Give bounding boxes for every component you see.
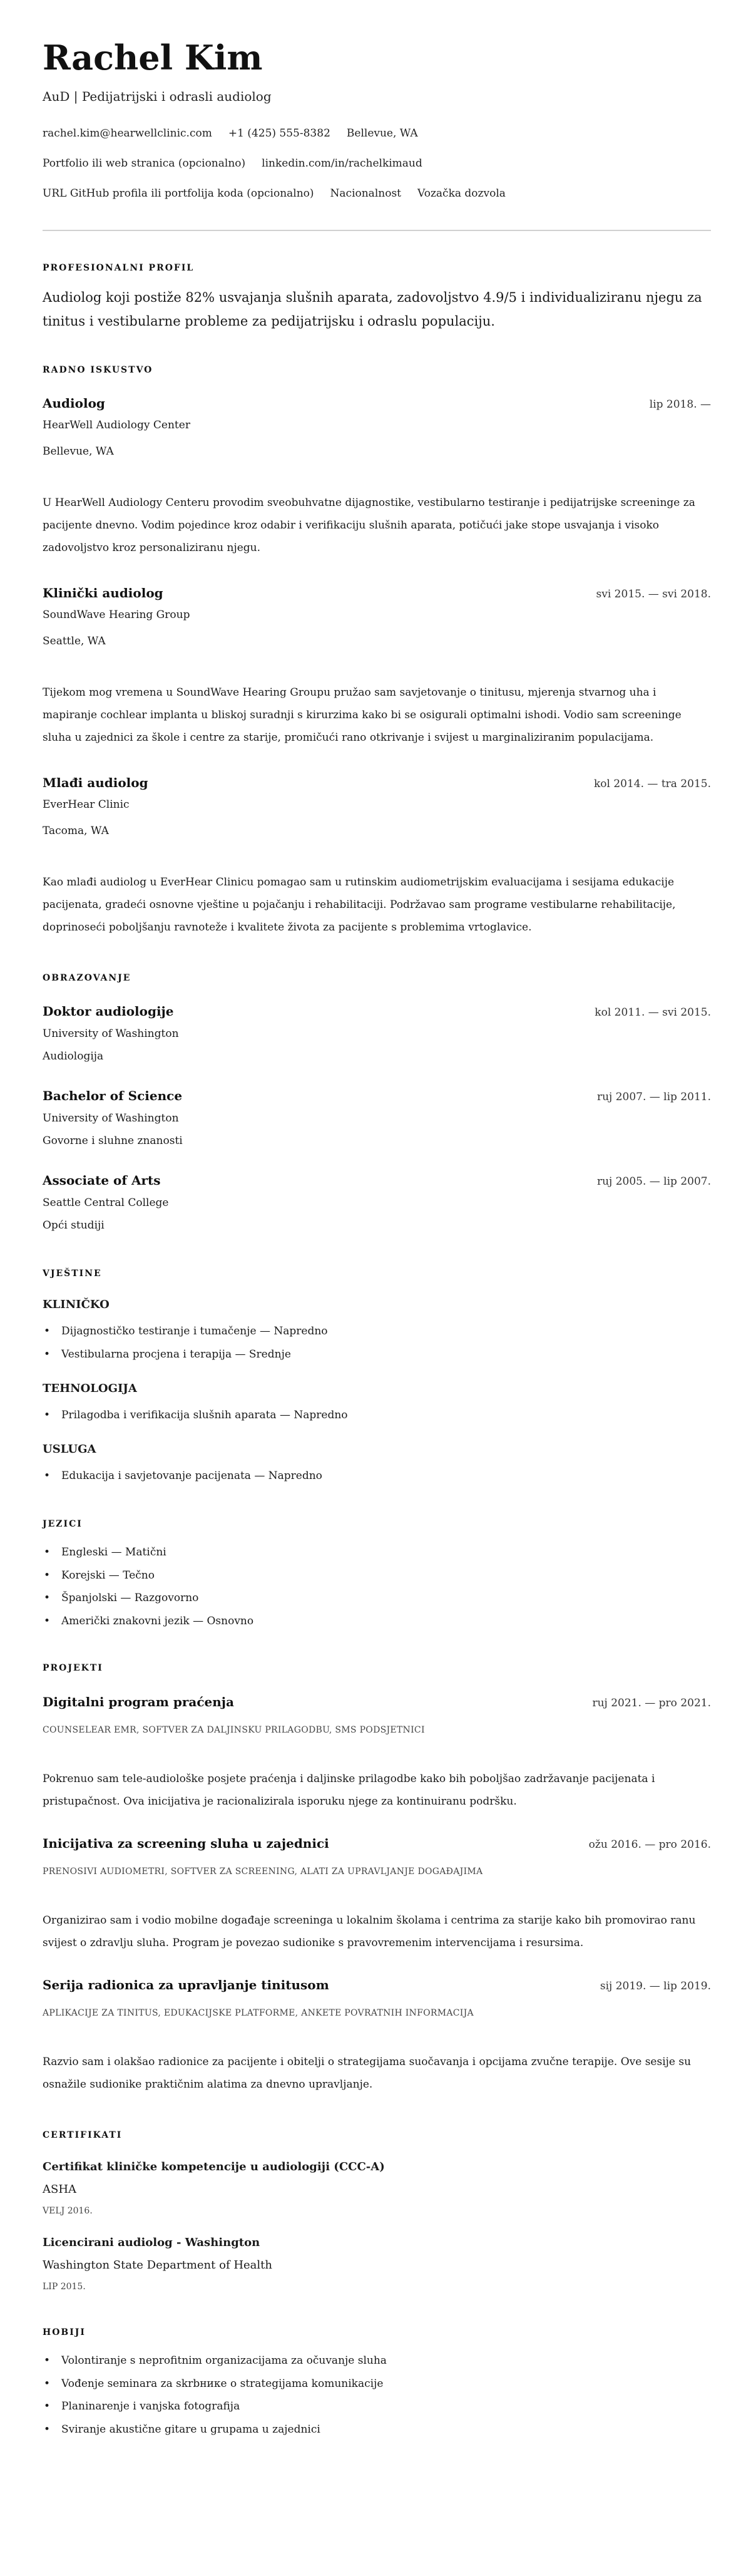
skill-item: • Prilagodba i verifikacija slušnih aparata — Napredno bbox=[43, 1404, 711, 1427]
certificate-name: Licencirani audiolog - Washington bbox=[43, 2236, 260, 2249]
contact-info bbox=[43, 118, 711, 209]
certificates-section bbox=[43, 2129, 711, 2293]
profile-section bbox=[43, 262, 711, 333]
profile-summary: Audiolog koji postiže 82% usvajanja slušnih aparata, zadovoljstvo 4.9/5 i individualiziranu njegu za tinitus i vestibularne probleme za pedijatrijsku i odraslu populaciju. bbox=[43, 290, 702, 329]
school: University of Washington bbox=[43, 1028, 179, 1040]
job-title: Mlađi audiolog bbox=[43, 775, 148, 790]
education-dates: ruj 2005. — lip 2007. bbox=[596, 1175, 711, 1188]
job-company: HearWell Audiology Center bbox=[43, 419, 190, 431]
skill-item: • Edukacija i savjetovanje pacijenata — Napredno bbox=[43, 1465, 711, 1488]
job-entry bbox=[43, 394, 711, 559]
project-header bbox=[43, 1976, 711, 1995]
school: Seattle Central College bbox=[43, 1197, 169, 1209]
contact-item: Nacionalnost bbox=[330, 187, 401, 200]
hobby-item: • Vođenje seminara za skrbнике o strategijama komunikacije bbox=[43, 2372, 711, 2396]
job-location: Tacoma, WA bbox=[43, 825, 109, 837]
section-heading: PROJEKTI bbox=[43, 1663, 103, 1673]
project-description: Organizirao sam i vodio mobilne događaje screeninga u lokalnim školama i centrima za starije kako bih promovirao ranu svijest o zdravlju sluha. Program je povezao sudionike s pravovremenim intervencijama i resursima. bbox=[43, 1914, 696, 1949]
job-description: Tijekom mog vremena u SoundWave Hearing Groupu pružao sam savjetovanje o tinitusu, mjerenja stvarnog uha i mapiranje cochlear implanta u bliskoj suradnji s kirurzima kako bi se osigurali optimalni ishodi. Vodio sam screeninge sluha u zajednici za škole i centre za starije, promičući rano otkrivanje i svijest u marginaliziranim populacijama. bbox=[43, 686, 682, 744]
job-location: Seattle, WA bbox=[43, 635, 106, 647]
language-item: • Američki znakovni jezik — Osnovno bbox=[43, 1610, 711, 1633]
education-entry bbox=[43, 1002, 711, 1065]
education-entry bbox=[43, 1172, 711, 1234]
skill-list bbox=[43, 1320, 711, 1366]
skill-group-heading: TEHNOLOGIJA bbox=[43, 1382, 137, 1395]
contact-row bbox=[43, 148, 711, 178]
project-title: Digitalni program praćenja bbox=[43, 1694, 235, 1709]
skill-list bbox=[43, 1465, 711, 1488]
candidate-name: Rachel Kim bbox=[43, 38, 263, 78]
certificate-date: VELJ 2016. bbox=[43, 2206, 93, 2216]
contact-item[interactable]: +1 (425) 555-8382 bbox=[228, 127, 330, 140]
project-dates: ožu 2016. — pro 2016. bbox=[588, 1838, 711, 1851]
skill-group-heading: USLUGA bbox=[43, 1443, 96, 1456]
contact-item[interactable]: rachel.kim@hearwellclinic.com bbox=[43, 127, 212, 140]
experience-section bbox=[43, 364, 711, 939]
project-header bbox=[43, 1693, 711, 1712]
job-location: Bellevue, WA bbox=[43, 445, 114, 458]
contact-item[interactable]: linkedin.com/in/rachelkimaud bbox=[262, 157, 422, 170]
section-heading: HOBIJI bbox=[43, 2327, 86, 2337]
certificate-entry bbox=[43, 2235, 711, 2293]
resume-header bbox=[43, 39, 711, 209]
school: University of Washington bbox=[43, 1112, 179, 1125]
job-title: Klinički audiolog bbox=[43, 585, 163, 600]
projects-section bbox=[43, 1662, 711, 2096]
job-header bbox=[43, 774, 711, 793]
education-section bbox=[43, 972, 711, 1234]
field-of-study: Opći studiji bbox=[43, 1219, 105, 1232]
project-tech: COUNSELEAR EMR, SOFTVER ZA DALJINSKU PRILAGODBU, SMS PODSJETNICI bbox=[43, 1725, 425, 1735]
job-company: SoundWave Hearing Group bbox=[43, 609, 190, 621]
job-dates: svi 2015. — svi 2018. bbox=[596, 588, 711, 600]
job-entry bbox=[43, 774, 711, 939]
certificate-issuer: Washington State Department of Health bbox=[43, 2259, 272, 2272]
project-header bbox=[43, 1835, 711, 1853]
languages-list bbox=[43, 1541, 711, 1632]
contact-item: Bellevue, WA bbox=[346, 127, 418, 140]
candidate-headline: AuD | Pedijatrijski i odrasli audiolog bbox=[43, 89, 272, 104]
contact-row bbox=[43, 178, 711, 209]
contact-item: Vozačka dozvola bbox=[417, 187, 506, 200]
hobby-item: • Sviranje akustične gitare u grupama u zajednici bbox=[43, 2418, 711, 2441]
certificate-name: Certifikat kliničke kompetencije u audiologiji (CCC-A) bbox=[43, 2160, 385, 2173]
hobby-item: • Volontiranje s neprofitnim organizacijama za očuvanje sluha bbox=[43, 2349, 711, 2372]
education-dates: ruj 2007. — lip 2011. bbox=[596, 1091, 711, 1103]
skill-item: • Dijagnostičko testiranje i tumačenje — Napredno bbox=[43, 1320, 711, 1343]
project-title: Serija radionica za upravljanje tinitusom bbox=[43, 1977, 329, 1992]
job-description: Kao mlađi audiolog u EverHear Clinicu pomagao sam u rutinskim audiometrijskim evaluacijama i sesijama edukacije pacijenata, gradeći osnovne vještine u pojačanju i rehabilitaciji. Podržavao sam programe vestibularne rehabilitacije, doprinoseći poboljšanju ravnoteže i kvalitete života za pacijente s problemima vrtoglavice. bbox=[43, 876, 676, 934]
skill-group-heading: KLINIČKO bbox=[43, 1298, 110, 1311]
project-entry bbox=[43, 1835, 711, 1954]
language-item: • Engleski — Matični bbox=[43, 1541, 711, 1564]
section-heading: RADNO ISKUSTVO bbox=[43, 365, 153, 375]
hobby-item: • Planinarenje i vanjska fotografija bbox=[43, 2395, 711, 2418]
certificate-entry bbox=[43, 2159, 711, 2217]
project-tech: PRENOSIVI AUDIOMETRI, SOFTVER ZA SCREENING, ALATI ZA UPRAVLJANJE DOGAĐAJIMA bbox=[43, 1867, 483, 1877]
hobbies-list bbox=[43, 2349, 711, 2441]
job-header bbox=[43, 584, 711, 603]
job-dates: lip 2018. — bbox=[649, 398, 711, 411]
job-description: U HearWell Audiology Centeru provodim sveobuhvatne dijagnostike, vestibularno testiranje i pedijatrijske screeninge za pacijente dnevno. Vodim pojedince kroz odabir i verifikaciju slušnih aparata, potičući jake stope usvajanja i visoko zadovoljstvo kroz personaliziranu njegu. bbox=[43, 497, 695, 554]
header-divider bbox=[43, 230, 711, 231]
field-of-study: Audiologija bbox=[43, 1050, 104, 1063]
language-item: • Španjolski — Razgovorno bbox=[43, 1587, 711, 1610]
job-title: Audiolog bbox=[43, 396, 105, 411]
education-header bbox=[43, 1172, 711, 1190]
languages-section bbox=[43, 1518, 711, 1632]
project-dates: sij 2019. — lip 2019. bbox=[600, 1980, 711, 1992]
job-entry bbox=[43, 584, 711, 749]
project-dates: ruj 2021. — pro 2021. bbox=[592, 1697, 711, 1709]
section-heading: OBRAZOVANJE bbox=[43, 973, 131, 983]
degree: Doktor audiologije bbox=[43, 1004, 174, 1019]
project-entry bbox=[43, 1693, 711, 1813]
contact-item: URL GitHub profila ili portfolija koda (opcionalno) bbox=[43, 187, 314, 200]
language-item: • Korejski — Tečno bbox=[43, 1564, 711, 1587]
section-heading: VJEŠTINE bbox=[43, 1269, 102, 1279]
skills-section bbox=[43, 1267, 711, 1488]
job-company: EverHear Clinic bbox=[43, 798, 130, 811]
project-entry bbox=[43, 1976, 711, 2096]
education-header bbox=[43, 1087, 711, 1106]
job-header bbox=[43, 394, 711, 413]
education-header bbox=[43, 1002, 711, 1021]
section-heading: JEZICI bbox=[43, 1519, 83, 1529]
degree: Associate of Arts bbox=[43, 1173, 161, 1188]
education-entry bbox=[43, 1087, 711, 1150]
project-description: Razvio sam i olakšao radionice za pacijente i obitelji o strategijama suočavanja i opcijama zvučne terapije. Ove sesije su osnažile sudionike praktičnim alatima za dnevno upravljanje. bbox=[43, 2056, 692, 2091]
certificate-issuer: ASHA bbox=[43, 2183, 77, 2196]
contact-item: Portfolio ili web stranica (opcionalno) bbox=[43, 157, 246, 170]
section-heading: CERTIFIKATI bbox=[43, 2130, 123, 2140]
project-description: Pokrenuo sam tele-audiološke posjete praćenja i daljinske prilagodbe kako bih poboljšao zadržavanje pacijenata i pristupačnost. Ova inicijativa je racionalizirala isporuku njege za kontinuiranu podršku. bbox=[43, 1773, 655, 1808]
contact-row bbox=[43, 118, 711, 148]
job-dates: kol 2014. — tra 2015. bbox=[593, 778, 711, 790]
certificate-date: LIP 2015. bbox=[43, 2282, 86, 2292]
hobbies-section bbox=[43, 2326, 711, 2441]
education-dates: kol 2011. — svi 2015. bbox=[595, 1006, 711, 1019]
skill-list bbox=[43, 1404, 711, 1427]
field-of-study: Govorne i sluhne znanosti bbox=[43, 1135, 183, 1147]
degree: Bachelor of Science bbox=[43, 1088, 183, 1103]
skill-item: • Vestibularna procjena i terapija — Srednje bbox=[43, 1343, 711, 1366]
project-tech: APLIKACIJE ZA TINITUS, EDUKACIJSKE PLATFORME, ANKETE POVRATNIH INFORMACIJA bbox=[43, 2008, 474, 2018]
section-heading: PROFESIONALNI PROFIL bbox=[43, 263, 195, 273]
project-title: Inicijativa za screening sluha u zajednici bbox=[43, 1836, 329, 1851]
